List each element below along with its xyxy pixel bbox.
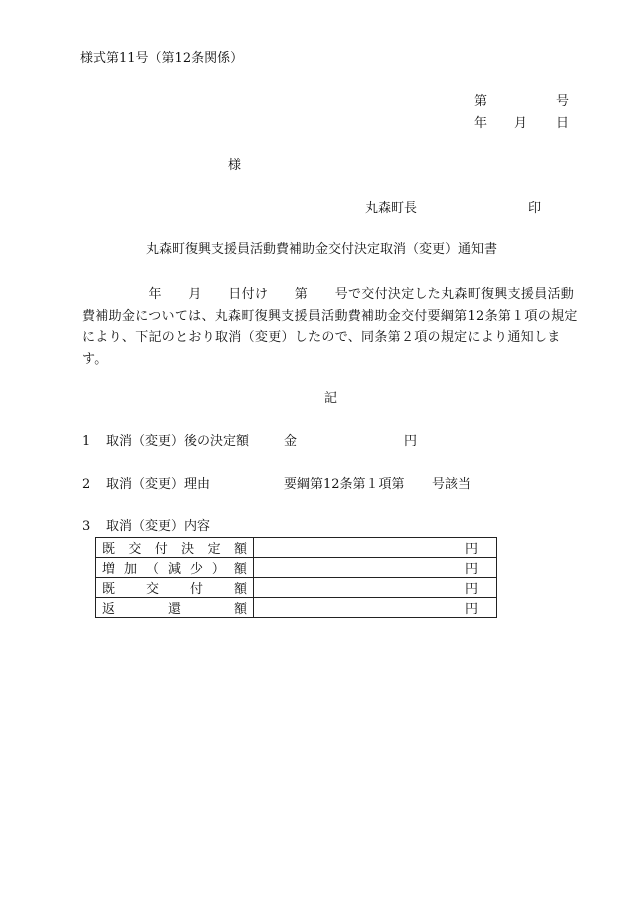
item-unit: 円 bbox=[404, 434, 418, 449]
label-char: （ bbox=[145, 562, 159, 577]
label-char: 額 bbox=[233, 602, 247, 617]
date-day: 日 bbox=[556, 116, 570, 131]
item-prefix: 要綱第12条第１項第 bbox=[284, 477, 405, 492]
label-char: 交 bbox=[145, 582, 159, 597]
label-char: 既 bbox=[102, 542, 116, 557]
item-unit: 号該当 bbox=[432, 477, 472, 492]
item-number: 3 bbox=[82, 519, 91, 534]
ki-heading: 記 bbox=[324, 391, 338, 406]
detail-table bbox=[95, 537, 497, 618]
table-row bbox=[96, 558, 497, 578]
row-label bbox=[96, 538, 254, 558]
label-char: 決 bbox=[181, 542, 195, 557]
item-label: 取消（変更）後の決定額 bbox=[106, 434, 250, 449]
label-char: 額 bbox=[233, 542, 247, 557]
label-char: 少 bbox=[189, 562, 203, 577]
table-row bbox=[96, 598, 497, 618]
item-label: 取消（変更）理由 bbox=[106, 477, 211, 492]
item-label: 取消（変更）内容 bbox=[106, 519, 211, 534]
row-label bbox=[96, 558, 254, 578]
table-row bbox=[96, 578, 497, 598]
row-value-cell: 円 bbox=[254, 598, 497, 618]
label-char: ） bbox=[211, 562, 225, 577]
issuer-seal: 印 bbox=[528, 201, 542, 216]
item-prefix: 金 bbox=[284, 434, 298, 449]
doc-number-dai: 第 bbox=[474, 94, 488, 109]
label-char: 返 bbox=[102, 602, 116, 617]
label-char: 増 bbox=[102, 562, 116, 577]
date-month: 月 bbox=[514, 116, 528, 131]
label-char: 交 bbox=[128, 542, 142, 557]
label-char: 付 bbox=[154, 542, 168, 557]
label-char: 定 bbox=[207, 542, 221, 557]
label-char: 額 bbox=[233, 562, 247, 577]
item-number: 2 bbox=[82, 477, 91, 492]
doc-number-go: 号 bbox=[556, 94, 570, 109]
row-label bbox=[96, 578, 254, 598]
label-char: 既 bbox=[102, 582, 116, 597]
issuer-title: 丸森町長 bbox=[365, 201, 418, 216]
item-number: 1 bbox=[82, 434, 91, 449]
table-row bbox=[96, 538, 497, 558]
label-char: 額 bbox=[233, 582, 247, 597]
date-year: 年 bbox=[474, 116, 488, 131]
row-value-cell: 円 bbox=[254, 538, 497, 558]
row-value-cell: 円 bbox=[254, 578, 497, 598]
label-char: 加 bbox=[123, 562, 137, 577]
form-number: 様式第11号（第12条関係） bbox=[80, 51, 244, 66]
label-char: 付 bbox=[189, 582, 203, 597]
addressee-suffix: 様 bbox=[228, 158, 242, 173]
document-title: 丸森町復興支援員活動費補助金交付決定取消（変更）通知書 bbox=[146, 242, 498, 257]
body-text: 年 月 日付け 第 号で交付決定した丸森町復興支援員活動費補助金については、丸森町復興支援員活動費補助金交付要綱第12条第１項の規定により、下記のとおり取消（変更）したので、同条第２項の規定により通知します。 bbox=[82, 287, 578, 367]
label-char: 還 bbox=[167, 602, 181, 617]
row-value-cell: 円 bbox=[254, 558, 497, 578]
row-label bbox=[96, 598, 254, 618]
label-char: 減 bbox=[167, 562, 181, 577]
